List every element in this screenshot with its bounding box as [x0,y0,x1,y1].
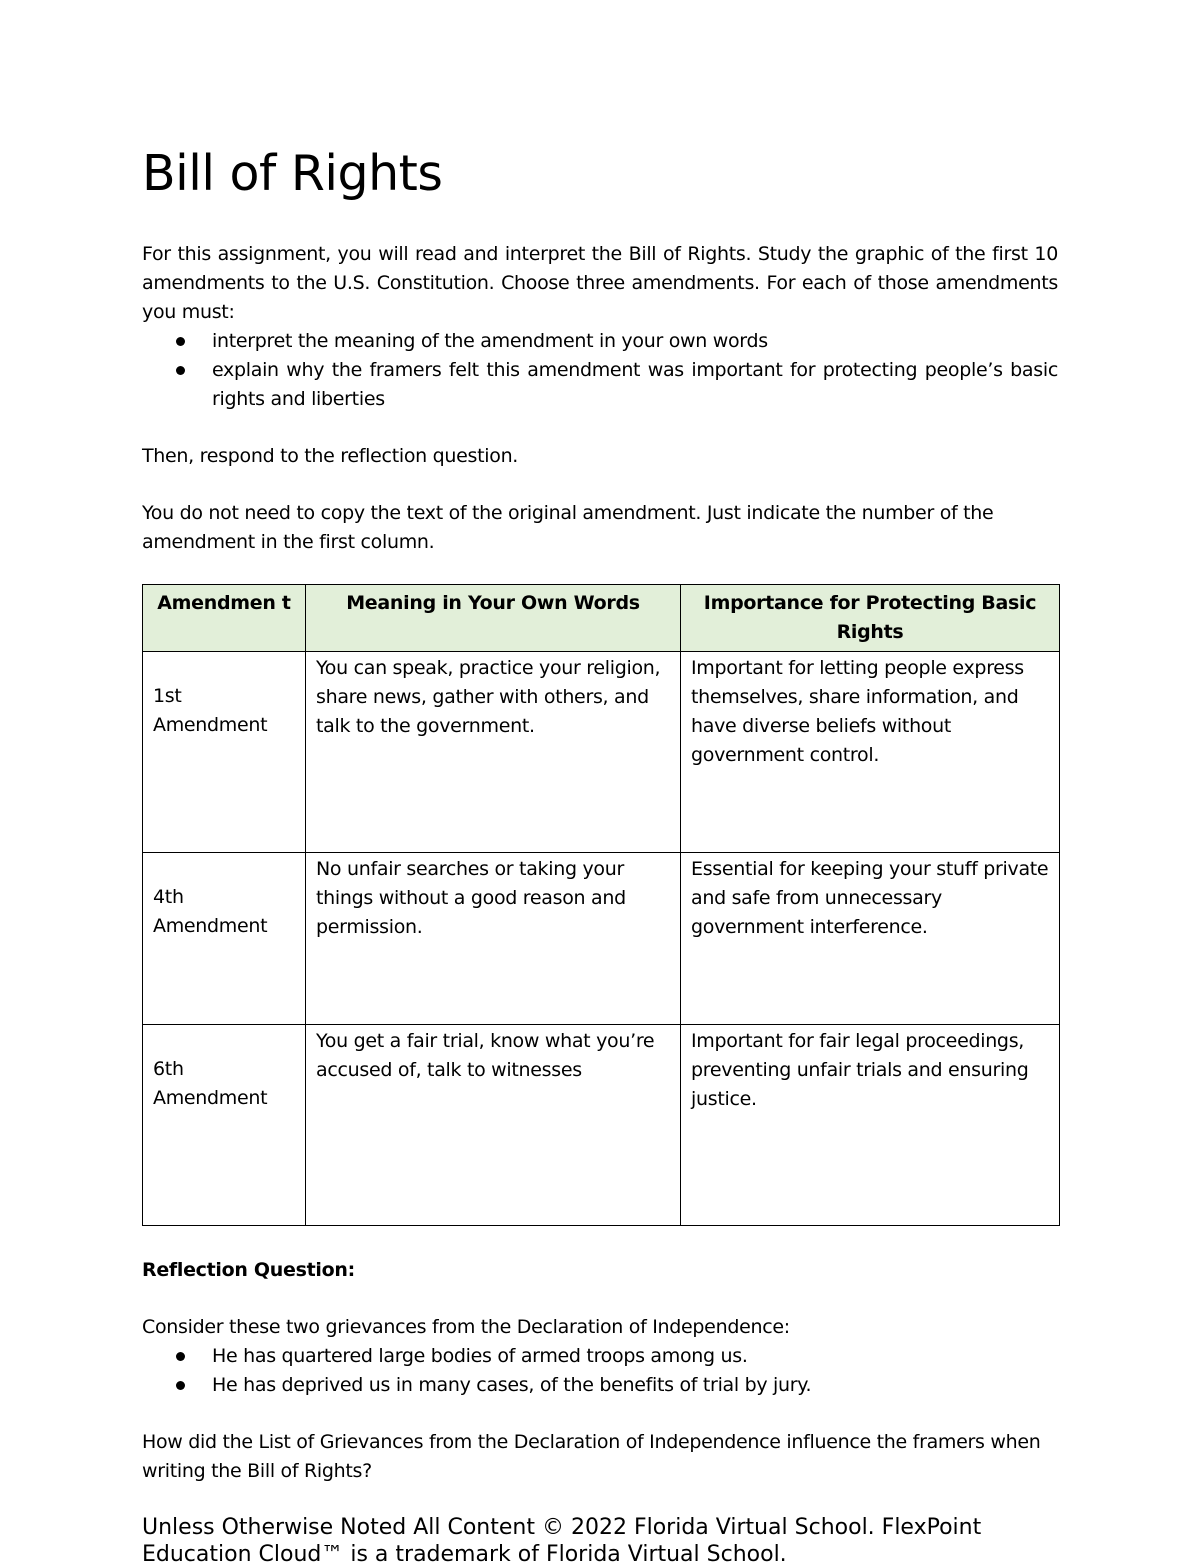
list-item-text: He has deprived us in many cases, of the benefits of trial by jury. [212,1374,812,1396]
amendments-table [142,584,1060,1226]
spacer [142,471,1058,499]
bullet-icon [176,337,185,346]
list-item [142,327,1058,356]
list-item-text: explain why the framers felt this amendment was important for protecting people’s basic rights and liberties [212,359,1058,410]
meaning-cell: You can speak, practice your religion, share news, gather with others, and talk to the government. [306,652,681,853]
reflection-consider: Consider these two grievances from the Declaration of Independence: [142,1316,790,1338]
spacer [142,414,1058,442]
table-row [143,853,1060,1025]
table-header-row [143,585,1060,652]
note-paragraph: You do not need to copy the text of the original amendment. Just indicate the number of the amendment in the first column. [142,502,994,553]
reflection-question: How did the List of Grievances from the Declaration of Independence influence the framers when writing the Bill of Rights? [142,1431,1041,1482]
amendment-cell: 6th Amendment [143,1025,306,1226]
spacer [142,1285,1058,1313]
importance-cell: Important for letting people express themselves, share information, and have diverse beliefs without government control. [681,652,1060,853]
table-row [143,1025,1060,1226]
page-title: Bill of Rights [142,145,443,202]
list-item [142,1371,1058,1400]
meaning-cell: You get a fair trial, know what you’re accused of, talk to witnesses [306,1025,681,1226]
copyright-footer: Unless Otherwise Noted All Content © 2022 Florida Virtual School. FlexPoint Education Cloud™ is a trademark of Florida Virtual School. [142,1515,982,1567]
intro-paragraph: For this assignment, you will read and interpret the Bill of Rights. Study the graphic of the first 10 amendments to the U.S. Constitution. Choose three amendments. For each of those amendments you must: [142,243,1058,323]
bullet-icon [176,1381,185,1390]
grievance-list [142,1342,1058,1400]
amendment-cell: 4th Amendment [143,853,306,1025]
header-meaning: Meaning in Your Own Words [306,585,681,652]
list-item-text: interpret the meaning of the amendment in your own words [212,330,768,352]
instruction-list [142,327,1058,414]
importance-cell: Essential for keeping your stuff private and safe from unnecessary government interference. [681,853,1060,1025]
table-row [143,652,1060,853]
importance-cell: Important for fair legal proceedings, preventing unfair trials and ensuring justice. [681,1025,1060,1226]
then-paragraph: Then, respond to the reflection question. [142,445,519,467]
reflection-label: Reflection Question: [142,1259,355,1281]
list-item-text: He has quartered large bodies of armed troops among us. [212,1345,748,1367]
header-amendment: Amendmen t [143,585,306,652]
meaning-cell: No unfair searches or taking your things without a good reason and permission. [306,853,681,1025]
bullet-icon [176,366,185,375]
list-item [142,1342,1058,1371]
spacer [142,1400,1058,1428]
amendment-cell: 1st Amendment [143,652,306,853]
list-item [142,356,1058,414]
document-page [142,138,1058,1568]
header-importance: Importance for Protecting Basic Rights [681,585,1060,652]
bullet-icon [176,1352,185,1361]
